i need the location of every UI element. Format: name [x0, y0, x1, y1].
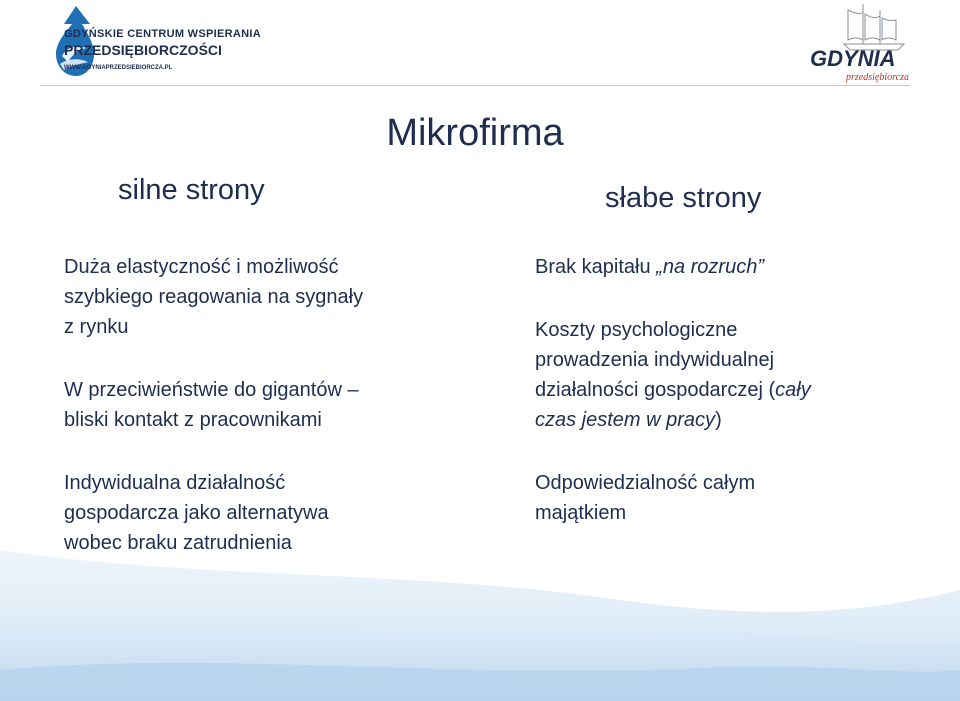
weakness-line — [535, 252, 935, 282]
weakness-emphasis: czas jestem w pracy — [535, 409, 716, 431]
weakness-line — [535, 375, 935, 405]
strength-item — [64, 375, 464, 435]
strength-line: z rynku — [64, 316, 129, 338]
header-divider — [40, 85, 910, 86]
weakness-item — [535, 252, 935, 282]
strength-item — [64, 252, 464, 342]
org-name-line2: PRZEDSIĘBIORCZOŚCI — [64, 42, 222, 58]
weaknesses-heading: słabe strony — [605, 182, 762, 214]
weakness-item — [535, 315, 935, 435]
weakness-text: działalności gospodarczej ( — [535, 379, 776, 401]
strength-line: szybkiego reagowania na sygnały — [64, 286, 364, 308]
weakness-emphasis: cały — [775, 379, 811, 401]
weakness-line — [535, 405, 935, 435]
gdynia-word: GDYNIA — [810, 46, 896, 71]
strength-line: Indywidualna działalność — [64, 472, 286, 494]
weakness-line: Koszty psychologiczne — [535, 319, 738, 341]
strength-line: gospodarcza jako alternatywa — [64, 502, 329, 524]
strengths-heading: silne strony — [118, 174, 265, 206]
weakness-line: Odpowiedzialność całym — [535, 472, 756, 494]
weakness-text: Brak kapitału — [535, 256, 657, 278]
strength-line: wobec braku zatrudnienia — [64, 532, 292, 554]
strength-line: bliski kontakt z pracownikami — [64, 409, 322, 431]
strengths-list — [64, 252, 464, 591]
gdynia-wordmark — [808, 0, 918, 84]
weakness-item — [535, 468, 935, 528]
strength-line: Duża elastyczność i możliwość — [64, 256, 339, 278]
weakness-emphasis: „na rozruch” — [656, 256, 764, 278]
strength-item — [64, 468, 464, 558]
weakness-line: majątkiem — [535, 502, 627, 524]
weakness-line: prowadzenia indywidualnej — [535, 349, 775, 371]
org-name-line1: GDYŃSKIE CENTRUM WSPIERANIA — [64, 28, 261, 40]
weakness-text: ) — [715, 409, 722, 431]
gdynia-logo — [808, 0, 918, 84]
slide-title: Mikrofirma — [386, 112, 564, 154]
org-website: WWW.GDYNIAPRZEDSIEBIORCZA.PL — [64, 65, 173, 71]
gdynia-tagline: przedsiębiorcza — [846, 72, 909, 83]
strength-line: W przeciwieństwie do gigantów – — [64, 379, 359, 401]
weaknesses-list — [535, 252, 935, 561]
